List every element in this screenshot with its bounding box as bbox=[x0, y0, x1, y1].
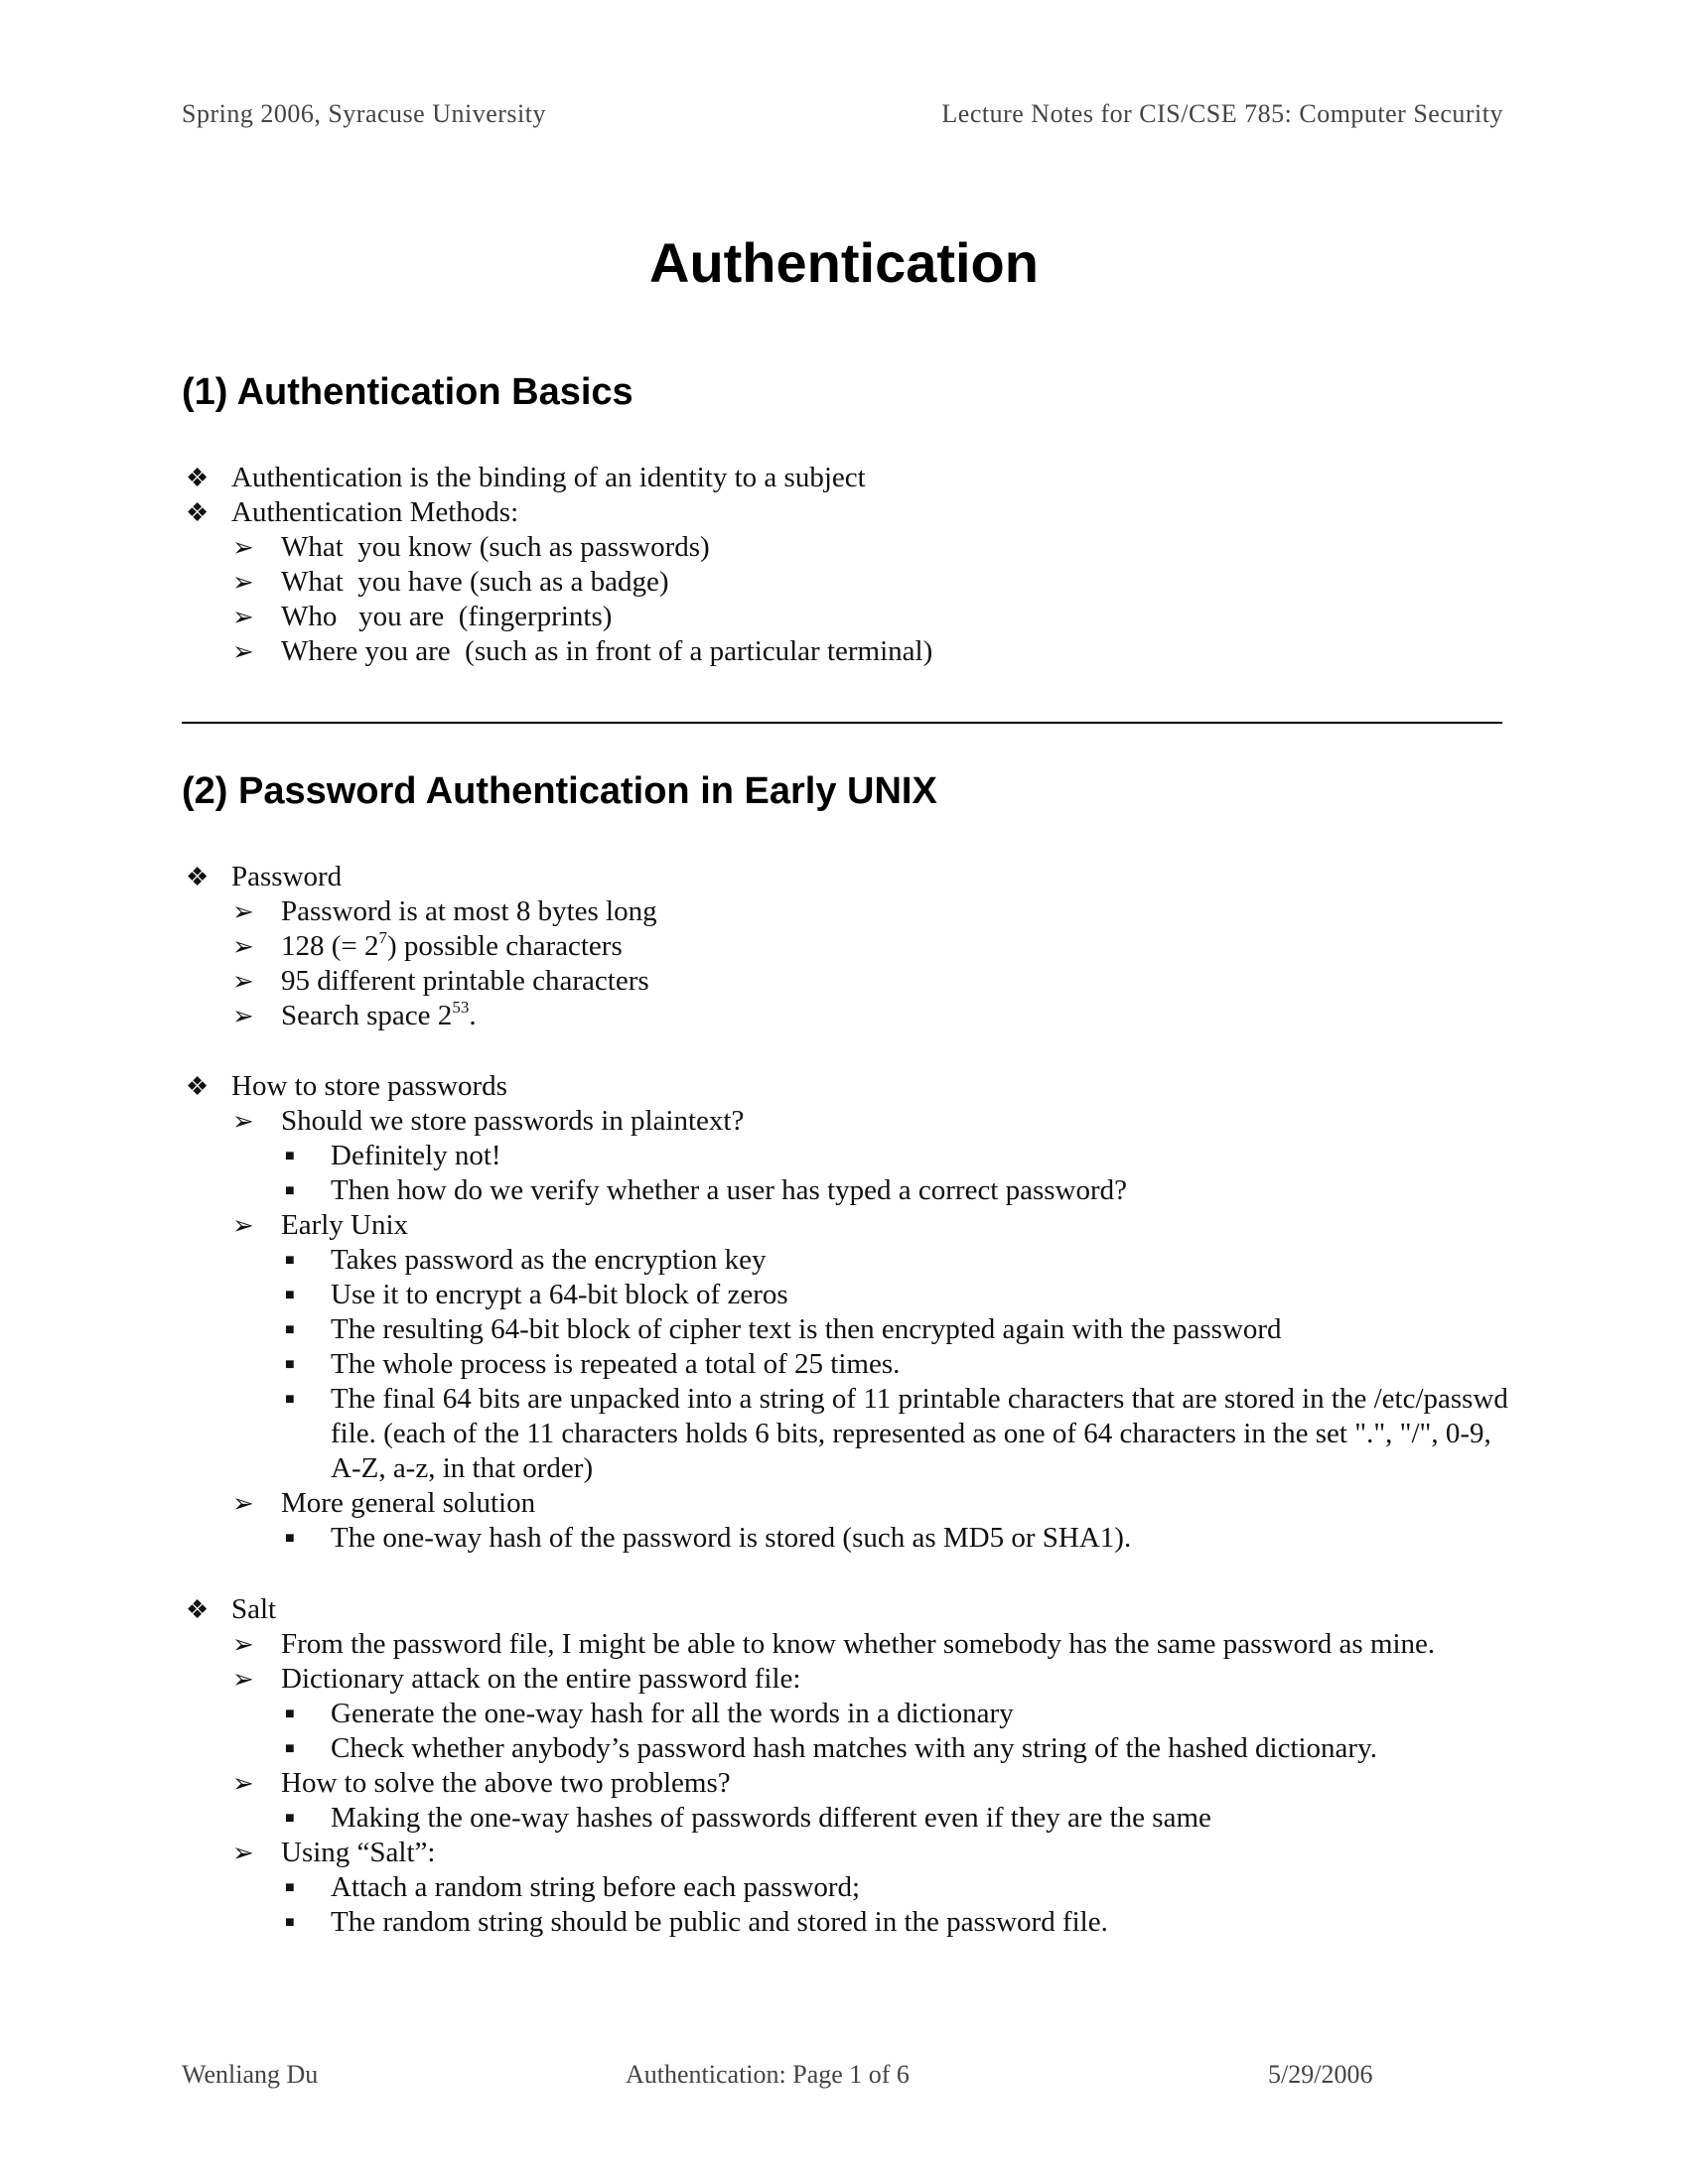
list-item: ■ Attach a random string before each password; bbox=[285, 1871, 861, 1903]
list-item: ➢ Password is at most 8 bytes long bbox=[232, 895, 657, 927]
square-bullet-icon: ■ bbox=[285, 1706, 295, 1722]
list-item: ➢ 128 (= $2^7$) possible characters bbox=[232, 928, 623, 962]
square-bullet-icon: ■ bbox=[285, 1356, 295, 1373]
header-lecture: Lecture Notes for CIS/CSE 785: Computer Security bbox=[941, 99, 1503, 128]
list-item: ❖ Authentication is the binding of an identity to a subject bbox=[186, 462, 866, 493]
section-divider bbox=[182, 722, 1502, 724]
square-bullet-icon: ■ bbox=[285, 1321, 295, 1338]
list-item: ■ The final 64 bits are unpacked into a string of 11 printable characters that are stored in the /etc/passwd file. (each of the 11 characters holds 6 bits, represented as one of 64 characters in the set ".", "/", 0-9, A-Z, a-z, in that order) bbox=[285, 1383, 1508, 1484]
arrow-bullet-icon: ➢ bbox=[232, 897, 254, 926]
diamond-bullet-icon: ❖ bbox=[186, 1072, 210, 1101]
arrow-bullet-icon: ➢ bbox=[232, 967, 254, 996]
list-item: ■ Use it to encrypt a 64-bit block of zeros bbox=[285, 1279, 788, 1310]
square-bullet-icon: ■ bbox=[285, 1879, 295, 1896]
section-heading-early-unix: (2) Password Authentication in Early UNIX bbox=[182, 770, 937, 812]
square-bullet-icon: ■ bbox=[285, 1148, 295, 1164]
list-item: ■ The whole process is repeated a total of 25 times. bbox=[285, 1348, 901, 1380]
list-item: ➢ Where you are (such as in front of a particular terminal) bbox=[232, 635, 933, 667]
square-bullet-icon: ■ bbox=[285, 1287, 295, 1303]
list-item: ➢ Dictionary attack on the entire password file: ■ Generate the one-way hash for all the words in a dictionary ■ Check whether anybody’s password hash matches with any string of the hashed dictionary. bbox=[182, 1662, 1512, 1766]
arrow-bullet-icon: ➢ bbox=[232, 1839, 254, 1867]
arrow-bullet-icon: ➢ bbox=[232, 637, 254, 666]
list-item: ❖ Salt ➢ From the password file, I might be able to know whether somebody has the same password as mine. ➢ Dictionary attack on the entire password file: ■ Generate the one-way hash for all the words in a dictionary ■ Check whether anybody’s password hash matches with any string of the hashed dictionary. ➢ How to solve the above two problems? ■ Making the one-way hashes of passwords different even if they are the same ➢ Using “Salt”: ■ Attach a random string before each password; ■ The random string should be public and stored in the password file. bbox=[182, 1592, 1512, 1940]
section-heading-basics: (1) Authentication Basics bbox=[182, 371, 633, 413]
square-bullet-icon: ■ bbox=[285, 1182, 295, 1199]
footer-author: Wenliang Du bbox=[182, 2060, 319, 2089]
list-item: ➢ Using “Salt”: ■ Attach a random string before each password; ■ The random string should be public and stored in the password file. bbox=[182, 1836, 1512, 1940]
arrow-bullet-icon: ➢ bbox=[232, 1769, 254, 1798]
arrow-bullet-icon: ➢ bbox=[232, 1107, 254, 1136]
list-item: ■ The resulting 64-bit block of cipher text is then encrypted again with the password bbox=[285, 1313, 1282, 1345]
store-list bbox=[182, 1069, 1512, 1556]
page-title: Authentication bbox=[649, 231, 1039, 294]
list-item: ➢ Search space $2^{53}$. bbox=[232, 998, 477, 1031]
square-bullet-icon: ■ bbox=[285, 1914, 295, 1931]
list-item: ➢ More general solution ■ The one-way hash of the password is stored (such as MD5 or SHA1). bbox=[182, 1486, 1512, 1556]
list-item: ■ Then how do we verify whether a user has typed a correct password? bbox=[285, 1174, 1128, 1206]
list-item: ➢ How to solve the above two problems? ■ Making the one-way hashes of passwords different even if they are the same bbox=[182, 1766, 1512, 1836]
square-bullet-icon: ■ bbox=[285, 1391, 295, 1408]
diamond-bullet-icon: ❖ bbox=[186, 464, 210, 492]
diamond-bullet-icon: ❖ bbox=[186, 1595, 210, 1624]
arrow-bullet-icon: ➢ bbox=[232, 1665, 254, 1694]
password-list bbox=[182, 860, 1512, 1033]
list-item: ■ Takes password as the encryption key bbox=[285, 1244, 767, 1276]
list-item: ■ Check whether anybody’s password hash matches with any string of the hashed dictionary. bbox=[285, 1732, 1377, 1764]
list-item: ➢ Early Unix ■ Takes password as the encryption key ■ Use it to encrypt a 64-bit block of zeros ■ The resulting 64-bit block of cipher text is then encrypted again with the password ■ The whole process is repeated a total of 25 times. ■ The final 64 bits are unpacked into a string of 11 printable characters that are stored in the /etc/passwd file. (each of the 11 characters holds 6 bits, represented as one of 64 characters in the set ".", "/", 0-9, A-Z, a-z, in that order) bbox=[182, 1208, 1512, 1486]
list-item: ■ Generate the one-way hash for all the words in a dictionary bbox=[285, 1698, 1014, 1729]
arrow-bullet-icon: ➢ bbox=[232, 1630, 254, 1659]
square-bullet-icon: ■ bbox=[285, 1530, 295, 1547]
list-item: ➢ What you have (such as a badge) bbox=[232, 566, 669, 598]
arrow-bullet-icon: ➢ bbox=[232, 932, 254, 961]
list-item: ❖ Authentication Methods: ➢ What you know (such as passwords) ➢ What you have (such as a badge) ➢ Who you are (fingerprints) ➢ Where you are (such as in front of a particular terminal) bbox=[182, 495, 1512, 669]
list-item: ➢ 95 different printable characters bbox=[232, 965, 649, 997]
diamond-bullet-icon: ❖ bbox=[186, 498, 210, 527]
list-item: ❖ How to store passwords ➢ Should we store passwords in plaintext? ■ Definitely not! ■ Then how do we verify whether a user has typed a correct password? ➢ Early Unix ■ Takes password as the encryption key ■ Use it to encrypt a 64-bit block of zeros ■ The resulting 64-bit block of cipher text is then encrypted again with the password ■ The whole process is repeated a total of 25 times. ■ The final 64 bits are unpacked into a string of 11 printable characters that are stored in the /etc/passwd file. (each of the 11 characters holds 6 bits, represented as one of 64 characters in the set ".", "/", 0-9, A-Z, a-z, in that order) ➢ More general solution ■ The one-way hash of the password is stored (such as MD5 or SHA1). bbox=[182, 1069, 1512, 1556]
square-bullet-icon: ■ bbox=[285, 1740, 295, 1757]
footer-page-number: Authentication: Page 1 of 6 bbox=[626, 2060, 910, 2089]
list-item: ■ The one-way hash of the password is stored (such as MD5 or SHA1). bbox=[285, 1522, 1132, 1554]
list-item: ➢ Should we store passwords in plaintext? ■ Definitely not! ■ Then how do we verify whether a user has typed a correct password? bbox=[182, 1104, 1512, 1208]
header-course: Spring 2006, Syracuse University bbox=[182, 99, 546, 128]
list-item: ■ Making the one-way hashes of passwords different even if they are the same bbox=[285, 1802, 1211, 1834]
diamond-bullet-icon: ❖ bbox=[186, 863, 210, 891]
arrow-bullet-icon: ➢ bbox=[232, 1489, 254, 1518]
square-bullet-icon: ■ bbox=[285, 1810, 295, 1827]
salt-list bbox=[182, 1592, 1512, 1940]
square-bullet-icon: ■ bbox=[285, 1252, 295, 1269]
list-item: ■ The random string should be public and stored in the password file. bbox=[285, 1906, 1108, 1938]
arrow-bullet-icon: ➢ bbox=[232, 533, 254, 562]
list-item: ■ Definitely not! bbox=[285, 1140, 501, 1171]
arrow-bullet-icon: ➢ bbox=[232, 568, 254, 597]
arrow-bullet-icon: ➢ bbox=[232, 603, 254, 631]
basics-list bbox=[182, 461, 1512, 669]
list-item: ➢ What you know (such as passwords) bbox=[232, 531, 710, 563]
list-item: ➢ From the password file, I might be able to know whether somebody has the same password as mine. bbox=[232, 1628, 1436, 1660]
footer-date: 5/29/2006 bbox=[1268, 2060, 1373, 2089]
arrow-bullet-icon: ➢ bbox=[232, 1002, 254, 1030]
arrow-bullet-icon: ➢ bbox=[232, 1211, 254, 1240]
list-item: ❖ Password ➢ Password is at most 8 bytes long ➢ 128 (= $2^7$) possible characters ➢ 95 different printable characters ➢ Search space $2^{53}$. bbox=[182, 860, 1512, 1033]
list-item: ➢ Who you are (fingerprints) bbox=[232, 601, 613, 632]
